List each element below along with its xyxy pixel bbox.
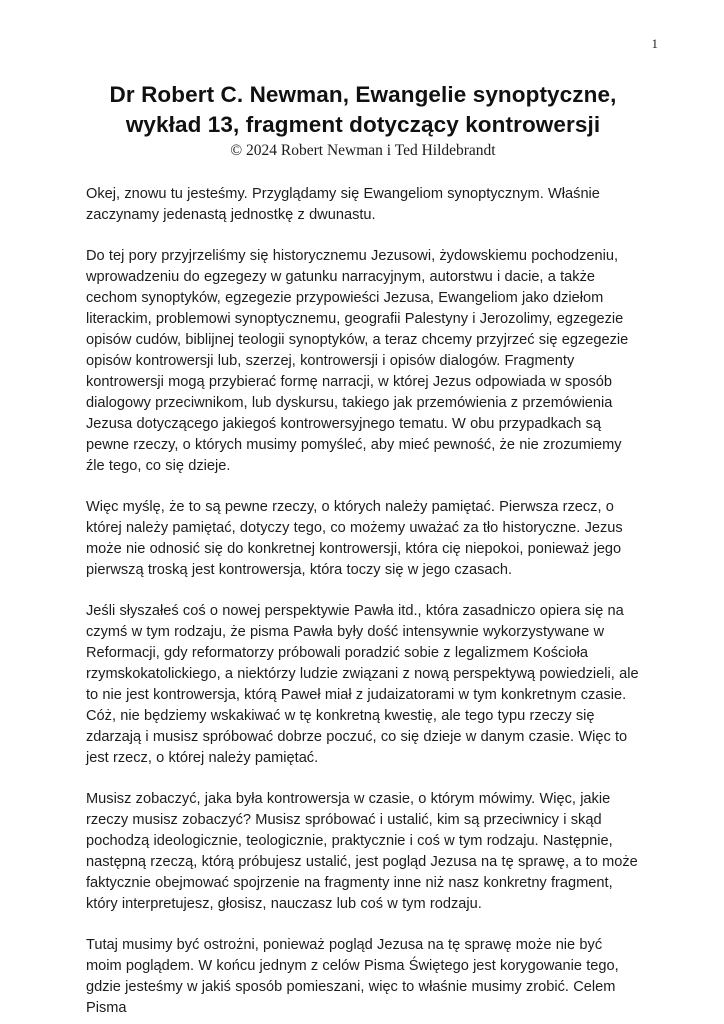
paragraph: Okej, znowu tu jesteśmy. Przyglądamy się Ewangeliom synoptycznym. Właśnie zaczynamy jedenastą jednostkę z dwunastu. — [86, 186, 600, 224]
document-title — [86, 80, 640, 139]
paragraph: Więc myślę, że to są pewne rzeczy, o których należy pamiętać. Pierwsza rzecz, o której należy pamiętać, dotyczy tego, co możemy uważać za tło historyczne. Jezus może nie odnosić się do konkretnej kontrowersji, która cię niepokoi, ponieważ jego pierwszą troską jest kontrowersja, która toczy się w jego czasach. — [86, 499, 623, 579]
paragraph: Tutaj musimy być ostrożni, ponieważ pogląd Jezusa na tę sprawę może nie być moim poglądem. W końcu jednym z celów Pisma Świętego jest korygowanie tego, gdzie jesteśmy w jakiś sposób pomieszani, więc to właśnie musimy zrobić. Celem Pisma — [86, 937, 619, 1017]
page-number: 1 — [651, 36, 658, 51]
copyright-line: © 2024 Robert Newman i Ted Hildebrandt — [230, 142, 496, 160]
paragraph: Jeśli słyszałeś coś o nowej perspektywie Pawła itd., która zasadniczo opiera się na czymś w tym rodzaju, że pisma Pawła były dość intensywnie wykorzystywane w Reformacji, gdy reformatorzy próbowali poradzić sobie z legalizmem Kościoła rzymskokatolickiego, a niektórzy ludzie związani z nową perspektywą powiedzieli, ale to nie jest kontrowersja, którą Paweł miał z judaizatorami w tym konkretnym czasie. Cóż, nie będziemy wskakiwać w tę konkretną kwestię, ale tego typu rzeczy się zdarzają i musisz spróbować dobrze poczuć, co się dzieje w danym czasie. Więc to jest rzecz, o której należy pamiętać. — [86, 603, 639, 767]
document-title-line-2: wykład 13, fragment dotyczący kontrowersji — [125, 111, 601, 137]
document-body — [86, 184, 640, 1019]
paragraph: Musisz zobaczyć, jaka była kontrowersja w czasie, o którym mówimy. Więc, jakie rzeczy musisz zobaczyć? Musisz spróbować i ustalić, kim są przeciwnicy i skąd pochodzą ideologicznie, teologicznie, praktycznie i coś w tym rodzaju. Następnie, następną rzeczą, którą próbujesz ustalić, jest pogląd Jezusa na tę sprawę, a to może faktycznie obejmować spojrzenie na fragmenty inne niż nasz konkretny fragment, który interpretujesz, głosisz, nauczasz lub coś w tym rodzaju. — [86, 791, 638, 913]
paragraph: Do tej pory przyjrzeliśmy się historycznemu Jezusowi, żydowskiemu pochodzeniu, wprowadzeniu do egzegezy w gatunku narracyjnym, autorstwu i dacie, a także cechom synoptyków, egzegezie przypowieści Jezusa, Ewangeliom jako dziełom literackim, problemowi synoptycznemu, geografii Palestyny i Jerozolimy, egzegezie opisów cudów, biblijnej teologii synoptyków, a teraz chcemy przyjrzeć się egzegezie opisów kontrowersji lub, szerzej, kontrowersji i opisów dialogów. Fragmenty kontrowersji mogą przybierać formę narracji, w której Jezus odpowiada w sposób dialogowy przeciwnikom, lub dyskursu, takiego jak przemówienia z przemówienia Jezusa dotyczącego jakiegoś kontrowersyjnego tematu. W obu przypadkach są pewne rzeczy, o których musimy pomyśleć, aby mieć pewność, że nie zrozumiemy źle tego, co się dzieje. — [86, 248, 629, 475]
document-title-line-1: Dr Robert C. Newman, Ewangelie synoptyczne, — [109, 82, 617, 107]
